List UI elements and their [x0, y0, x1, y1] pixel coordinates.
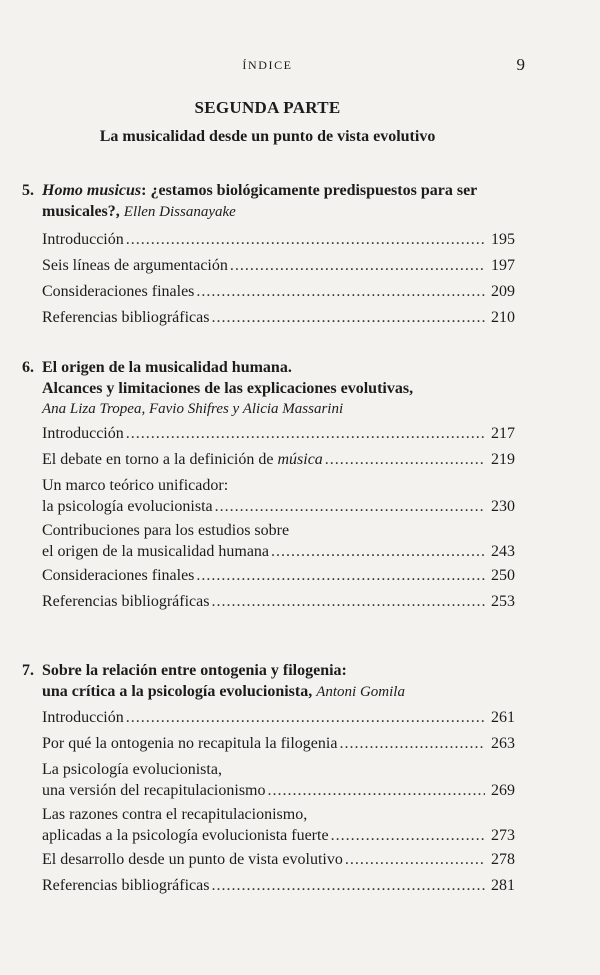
- leader-dots: [196, 563, 485, 589]
- toc-entry: [22, 825, 515, 847]
- toc-entry-page: 261: [491, 709, 515, 726]
- leader-dots: [196, 279, 485, 305]
- chapter-number: 7.: [22, 662, 34, 679]
- toc-entry-label: Referencias bibliográficas: [42, 593, 210, 610]
- toc-entry: [22, 305, 515, 331]
- toc-entry: [22, 589, 515, 615]
- toc-entry-label: Referencias bibliográficas: [42, 309, 210, 326]
- chapter-title-line2: una crítica a la psicología evolucionista,: [42, 683, 313, 700]
- toc-entry-page: 195: [491, 231, 515, 248]
- leader-dots: [211, 305, 485, 331]
- toc-entry-page: 273: [491, 827, 515, 844]
- leader-dots: [215, 496, 485, 518]
- leader-dots: [126, 705, 485, 731]
- leader-dots: [345, 847, 485, 873]
- toc-entry-page: 250: [491, 567, 515, 584]
- running-head: [0, 55, 600, 78]
- toc-entry-label-line1: Las razones contra el recapitulacionismo,: [42, 806, 308, 823]
- toc-entry-label: Introducción: [42, 709, 124, 726]
- toc-entry-multiline: [22, 520, 515, 563]
- toc-entry-label-line1: Contribuciones para los estudios sobre: [42, 522, 290, 539]
- toc-entry-page: 281: [491, 877, 515, 894]
- chapter-number: 6.: [22, 359, 34, 376]
- toc-entry: [22, 421, 515, 447]
- toc-entry: [22, 731, 515, 757]
- toc-entry: [22, 780, 515, 802]
- leader-dots: [267, 780, 485, 802]
- chapter-7: [22, 660, 515, 899]
- toc-entry-multiline: [22, 759, 515, 802]
- toc-entry: [22, 847, 515, 873]
- chapter-6: [22, 357, 515, 615]
- toc-entry-label: Consideraciones finales: [42, 567, 195, 584]
- toc-entry-page: 269: [491, 782, 515, 799]
- toc-entry: [22, 705, 515, 731]
- toc-entry-label: Consideraciones finales: [42, 283, 195, 300]
- toc-entry-label: Referencias bibliográficas: [42, 877, 210, 894]
- leader-dots: [230, 253, 485, 279]
- toc-entry: [22, 279, 515, 305]
- toc-entry-label: aplicadas a la psicología evolucionista fuerte: [42, 827, 329, 844]
- page-number: 9: [516, 55, 525, 74]
- toc-entry-label: una versión del recapitulacionismo: [42, 782, 266, 799]
- running-title: ÍNDICE: [242, 58, 293, 72]
- leader-dots: [331, 825, 485, 847]
- toc-entry: [22, 227, 515, 253]
- part-label: SEGUNDA PARTE: [194, 98, 341, 117]
- chapter-title: [22, 357, 515, 399]
- toc-entry-label-text: El debate en torno a la definición de: [42, 451, 278, 468]
- toc-entry-page: 253: [491, 593, 515, 610]
- leader-dots: [211, 873, 485, 899]
- toc-entry-label: Seis líneas de argumentación: [42, 257, 228, 274]
- chapter-author: Ana Liza Tropea, Favio Shifres y Alicia Massarini: [42, 401, 344, 417]
- chapter-number: 5.: [22, 182, 34, 199]
- toc-entry-page: 230: [491, 498, 515, 515]
- toc-entry-label: Introducción: [42, 425, 124, 442]
- toc-entry-page: 219: [491, 451, 515, 468]
- chapter-title-italic: Homo musicus: [42, 182, 142, 199]
- toc-entry-page: 209: [491, 283, 515, 300]
- toc-entry-label: el origen de la musicalidad humana: [42, 543, 270, 560]
- part-heading: [0, 98, 535, 146]
- chapter-title: [22, 660, 515, 703]
- toc-entry: [22, 541, 515, 563]
- leader-dots: [325, 447, 485, 473]
- chapter-author: Antoni Gomila: [316, 684, 405, 700]
- leader-dots: [126, 421, 485, 447]
- chapter-title-text: : ¿estamos biológicamente predispuestos para ser musicales?,: [42, 182, 477, 220]
- toc-entry-page: 197: [491, 257, 515, 274]
- chapter-title-line2: Alcances y limitaciones de las explicaciones evolutivas,: [42, 380, 414, 397]
- toc-entry-label-line1: Un marco teórico unificador:: [42, 477, 229, 494]
- leader-dots: [271, 541, 485, 563]
- toc-entry-multiline: [22, 804, 515, 847]
- toc-entry-label: [42, 447, 323, 473]
- part-subtitle: La musicalidad desde un punto de vista evolutivo: [99, 128, 436, 145]
- toc-entry-label: la psicología evolucionista: [42, 498, 213, 515]
- toc-entry-page: 263: [491, 735, 515, 752]
- chapter-title-line1: Sobre la relación entre ontogenia y filogenia:: [42, 662, 347, 679]
- toc-entry: [22, 447, 515, 473]
- toc-entry-page: 278: [491, 851, 515, 868]
- toc-entry-page: 217: [491, 425, 515, 442]
- toc-entry: [22, 873, 515, 899]
- toc-entry-label: El desarrollo desde un punto de vista evolutivo: [42, 851, 343, 868]
- chapter-title-line1: El origen de la musicalidad humana.: [42, 359, 292, 376]
- toc-entry-label-italic: música: [277, 451, 323, 468]
- toc-entry-label-line1: La psicología evolucionista,: [42, 761, 222, 778]
- toc-entry: [22, 496, 515, 518]
- toc-entry: [22, 563, 515, 589]
- toc-entry-label: Por qué la ontogenia no recapitula la filogenia: [42, 735, 338, 752]
- leader-dots: [211, 589, 485, 615]
- toc-entry-page: 210: [491, 309, 515, 326]
- leader-dots: [339, 731, 485, 757]
- chapter-author: Ellen Dissanayake: [123, 204, 236, 220]
- toc-entry-label: Introducción: [42, 231, 124, 248]
- toc-entry-page: 243: [491, 543, 515, 560]
- chapter-title: [22, 180, 515, 223]
- leader-dots: [126, 227, 485, 253]
- chapter-5: [22, 180, 515, 331]
- toc-entry-multiline: [22, 475, 515, 518]
- toc-entry: [22, 253, 515, 279]
